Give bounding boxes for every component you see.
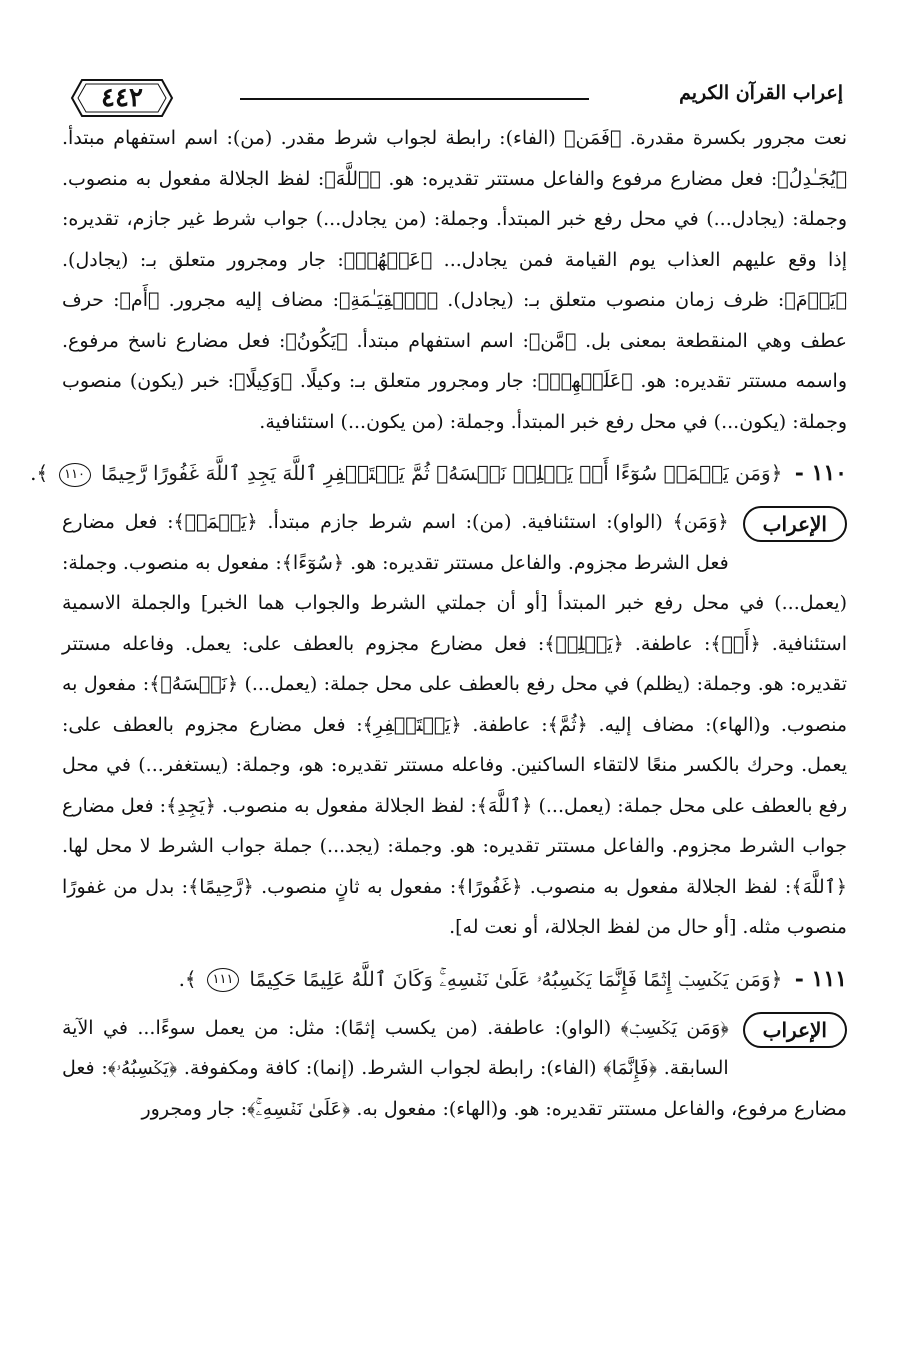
intro-paragraph: نعت مجرور بكسرة مقدرة. ﴿فَمَن﴾ (الفاء): رابطة لجواب شرط مقدر. (من): اسم استفهام مبتدأ. ﴿يُجَـٰدِلُ﴾: فعل مضارع مرفوع والفاعل مستتر تقديره: هو. ﴿ٱللَّهَ﴾: لفظ الجلالة مفعول به منصوب. وجملة: (يجادل...) في محل رفع خبر المبتدأ. وجملة: (من يجادل...) جواب شرط غير جازم، تقديره: إذا وقع عليهم العذاب يوم القيامة فمن يجادل... ﴿عَنۡهُمۡ﴾: جار ومجرور متعلق بـ: (يجادل). ﴿يَوۡمَ﴾: ظرف زمان منصوب متعلق بـ: (يجادل). ﴿ٱلۡقِيَـٰمَةِ﴾: مضاف إليه مجرور. ﴿أَم﴾: حرف عطف وهي المنقطعة بمعنى بل. ﴿مَّن﴾: اسم استفهام مبتدأ. ﴿يَكُونُ﴾: فعل مضارع ناسخ مرفوع. واسمه مستتر تقديره: هو. ﴿عَلَيۡهِمۡ﴾: جار ومجرور متعلق بـ: وكيلًا. ﴿وَكِيلًا﴾: خبر (يكون) منصوب وجملة: (يكون...) في محل رفع خبر المبتدأ. وجملة: (من يكون...) استئنافية. (62, 127, 847, 433)
verse-closing: ﴾. (178, 966, 197, 991)
verse-line-111 (62, 960, 847, 998)
page-number-badge (68, 76, 176, 120)
ayah-end-icon: ١١٠ (59, 463, 91, 487)
verse-text: ﴿وَمَن يَكۡسِبۡ إِثۡمًا فَإِنَّمَا يَكۡسِبُهُۥ عَلَىٰ نَفۡسِهِۦۚ وَكَانَ ٱللَّهُ عَلِيمًا حَكِيمًا (249, 966, 783, 991)
verse-line-110 (30, 454, 847, 492)
running-title: إعراب القرآن الكريم (679, 82, 843, 104)
verse-text: ﴿وَمَن يَعۡمَلۡ سُوٓءًا أَوۡ يَظۡلِمۡ نَفۡسَهُۥ ثُمَّ يَسۡتَغۡفِرِ ٱللَّهَ يَجِدِ ٱللَّهَ غَفُورًا رَّحِيمًا (100, 461, 783, 485)
irab-text: ﴿وَمَن يَكۡسِبۡ﴾ (الواو): عاطفة. (من يكسب إثمًا): مثل: من يعمل سوءًا... في الآية السابقة. ﴿فَإِنَّمَا﴾ (الفاء): رابطة لجواب الشرط. (إنما): كافة ومكفوفة. ﴿يَكۡسِبُهُۥ﴾: فعل مضارع مرفوع، والفاعل مستتر تقديره: هو. و(الهاء): مفعول به. ﴿عَلَىٰ نَفۡسِهِۦۚ﴾: جار ومجرور (62, 1016, 847, 1120)
page-header (62, 58, 847, 118)
verse-number: ١١١ - (794, 965, 847, 992)
irab-label: الإعراب (743, 506, 847, 542)
irab-block-111 (62, 1008, 847, 1130)
page-number: ٤٤٢ (101, 83, 143, 113)
irab-block-110 (62, 502, 847, 948)
ayah-end-icon: ١١١ (207, 968, 239, 992)
verse-number: ١١٠ - (794, 460, 847, 486)
book-page (30, 58, 847, 1348)
verse-closing: ﴾. (30, 461, 49, 485)
header-rule (240, 98, 589, 100)
irab-label: الإعراب (743, 1012, 847, 1048)
irab-text: ﴿وَمَن﴾ (الواو): استئنافية. (من): اسم شرط جازم مبتدأ. ﴿يَعۡمَلۡ﴾: فعل مضارع فعل الشرط مجزوم. والفاعل مستتر تقديره: هو. ﴿سُوٓءًا﴾: مفعول به منصوب. وجملة: (يعمل...) في محل رفع خبر المبتدأ [أو أن جملتي الشرط والجواب هما الخبر] والجملة الاسمية استئنافية. ﴿أَوۡ﴾: عاطفة. ﴿يَظۡلِمۡ﴾: فعل مضارع مجزوم بالعطف على: يعمل. وفاعله مستتر تقديره: هو. وجملة: (يظلم) في محل رفع بالعطف على محل جملة: (يعمل...) ﴿نَفۡسَهُۥ﴾: مفعول به منصوب. و(الهاء): مضاف إليه. ﴿ثُمَّ﴾: عاطفة. ﴿يَسۡتَغۡفِرِ﴾: فعل مضارع مجزوم بالعطف على: يعمل. وحرك بالكسر منعًا لالتقاء الساكنين. وفاعله مستتر تقديره: هو، وجملة: (يستغفر...) في محل رفع بالعطف على محل جملة: (يعمل...) ﴿ٱللَّهَ﴾: لفظ الجلالة مفعول به منصوب. ﴿يَجِدِ﴾: فعل مضارع جواب الشرط مجزوم. والفاعل مستتر تقديره: هو. وجملة: (يجد...) جملة جواب الشرط لا محل لها. ﴿ٱللَّهَ﴾: لفظ الجلالة مفعول به منصوب. ﴿غَفُورًا﴾: مفعول به ثانٍ منصوب. ﴿رَّحِيمًا﴾: بدل من غفورًا منصوب مثله. [أو حال من لفظ الجلالة، أو نعت له]. (62, 511, 847, 938)
